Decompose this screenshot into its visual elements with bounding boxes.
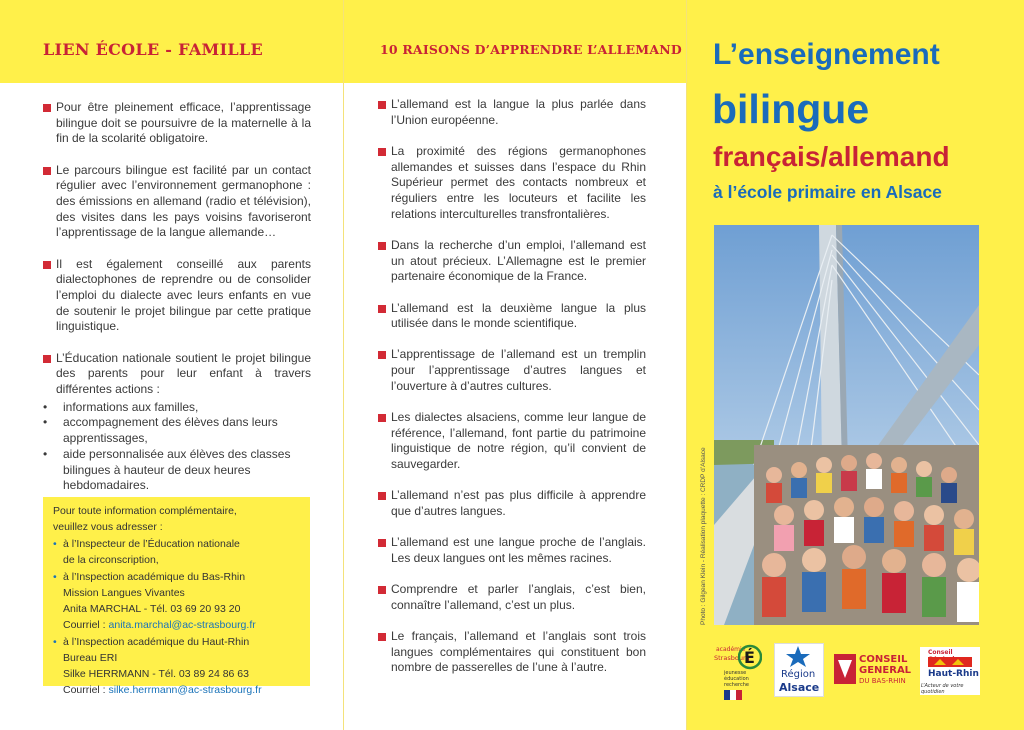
svg-text:É: É	[744, 648, 755, 667]
info-intro: Pour toute information complémentaire,	[53, 505, 237, 517]
logo-academie-strasbourg: académie Strasbourg É jeunesse éducation recherche	[714, 640, 764, 702]
logo-conseil-general-haut-rhin: Conseil Haut-Rhin L’Acteur de votre quotidien	[921, 649, 979, 695]
list-item: L’allemand n’est pas plus difficile à apprendre que d’autres langues.	[378, 488, 646, 519]
square-bullet-icon	[43, 167, 51, 175]
academie-e-icon	[738, 642, 762, 672]
cover-subtitle: à l’école primaire en Alsace	[713, 182, 942, 202]
list-item: L’allemand est une langue proche de l’anglais. Les deux langues ont les mêmes racines.	[378, 535, 646, 566]
dot-bullet-icon: •	[43, 415, 48, 430]
dot-bullet-icon: •	[53, 538, 57, 550]
list-item: Dans la recherche d’un emploi, l’allemand est un atout précieux. L’Allemagne est le premier partenaire économique de la France.	[378, 238, 646, 285]
column-lien-ecole-famille	[43, 100, 311, 494]
square-bullet-icon	[378, 351, 386, 359]
square-bullet-icon	[378, 492, 386, 500]
square-bullet-icon	[378, 148, 386, 156]
list-item: Les dialectes alsaciens, comme leur langue de référence, l’allemand, font partie du patrimoine linguistique de notre région, qu’il convient de sauvegarder.	[378, 410, 646, 473]
square-bullet-icon	[378, 586, 386, 594]
contact-haut-rhin: • à l’Inspection académique du Haut-Rhin Bureau ERI Silke HERRMANN - Tél. 03 89 24 86 63 Courriel : silke.herrmann@ac-strasbourg.fr	[53, 636, 262, 696]
contact-ien: • à l’Inspecteur de l’Éducation nationale de la circonscription,	[53, 538, 240, 566]
info-box	[43, 497, 310, 696]
list-item: Pour être pleinement efficace, l’apprentissage bilingue doit se poursuivre de la maternelle à la fin de la scolarité obligatoire.	[43, 100, 311, 147]
square-bullet-icon	[43, 355, 51, 363]
square-bullet-icon	[378, 539, 386, 547]
star-icon	[785, 646, 811, 668]
square-bullet-icon	[43, 104, 51, 112]
list-item: L’allemand est la deuxième langue la plus utilisée dans le monde scientifique.	[378, 301, 646, 332]
contact-bas-rhin: • à l’Inspection académique du Bas-Rhin Mission Langues Vivantes Anita MARCHAL - Tél. 03 69 20 93 20 Courriel : anita.marchal@ac-strasbourg.fr	[53, 571, 256, 631]
photo-credit	[700, 615, 707, 625]
dot-bullet-icon: •	[53, 636, 57, 648]
sub-bullet: • accompagnement des élèves dans leurs apprentissages,	[43, 415, 278, 446]
list-item: Le français, l’allemand et l’anglais sont trois langues complémentaires qui constituent bon nombre de passerelles de l’une à l’autre.	[378, 629, 646, 676]
info-intro: veuillez vous adresser :	[53, 521, 163, 533]
fold-line-right	[686, 0, 687, 730]
list-item: Comprendre et parler l’anglais, c’est bien, connaître l’allemand, c’est un plus.	[378, 582, 646, 613]
square-bullet-icon	[378, 242, 386, 250]
list-item: L’apprentissage de l’allemand est un tremplin pour l’apprentissage d’autres langues et l’ouverture à d’autres cultures.	[378, 347, 646, 394]
sub-bullet: • aide personnalisée aux élèves des classes bilingues à hauteur de deux heures hebdomadaires.	[43, 446, 291, 493]
logo-conseil-general-bas-rhin: CONSEIL GENERAL DU BAS-RHIN	[834, 652, 908, 692]
square-bullet-icon	[43, 261, 51, 269]
cover-title-line-1: L’enseignement	[713, 38, 940, 71]
list-item: Il est également conseillé aux parents dialectophones de reprendre ou de consolider l’emploi du dialecte avec leurs enfants en vue de soutenir le projet bilingue par cette pratique linguistique.	[43, 257, 311, 336]
email-link[interactable]: silke.herrmann@ac-strasbourg.fr	[108, 684, 262, 696]
column-10-raisons	[378, 97, 646, 692]
square-bullet-icon	[378, 101, 386, 109]
dot-bullet-icon: •	[43, 446, 48, 461]
list-item: Le parcours bilingue est facilité par un contact régulier avec l’environnement germanophone : des émissions en allemand (radio et télévision), des visites dans les pays voisins favoriseront l’apprentissage de la langue allemande…	[43, 163, 311, 242]
logo-region-alsace: Région Alsace	[774, 643, 824, 697]
fold-line-left	[343, 0, 344, 730]
square-bullet-icon	[378, 414, 386, 422]
cg68-emblem-icon	[928, 657, 972, 667]
list-item: La proximité des régions germanophones allemandes et suisses dans l’espace du Rhin Supérieur permet des contacts nombreux et réguliers entre les locuteurs et facilite les relations interculturelles transfrontalières.	[378, 144, 646, 223]
cover-photo	[714, 225, 979, 625]
square-bullet-icon	[378, 305, 386, 313]
dot-bullet-icon: •	[43, 399, 48, 414]
list-item: L’allemand est la langue la plus parlée dans l’Union européenne.	[378, 97, 646, 128]
email-link[interactable]: anita.marchal@ac-strasbourg.fr	[108, 619, 256, 631]
dot-bullet-icon: •	[53, 571, 57, 583]
heading-10-raisons: 10 RAISONS D’APPRENDRE L’ALLEMAND	[380, 42, 682, 57]
cover-title-line-2: bilingue	[712, 86, 870, 132]
sub-bullet: • informations aux familles,	[43, 399, 199, 414]
list-item: L’Éducation nationale soutient le projet bilingue des parents pour leur enfant à travers différentes actions :	[43, 351, 311, 398]
bridge-children-photo	[714, 225, 979, 625]
cg67-emblem-icon	[834, 654, 856, 684]
cover-title-line-3: français/allemand	[713, 141, 950, 172]
republique-flag-icon	[724, 690, 742, 700]
heading-lien-ecole-famille: LIEN ÉCOLE - FAMILLE	[43, 40, 263, 59]
square-bullet-icon	[378, 633, 386, 641]
